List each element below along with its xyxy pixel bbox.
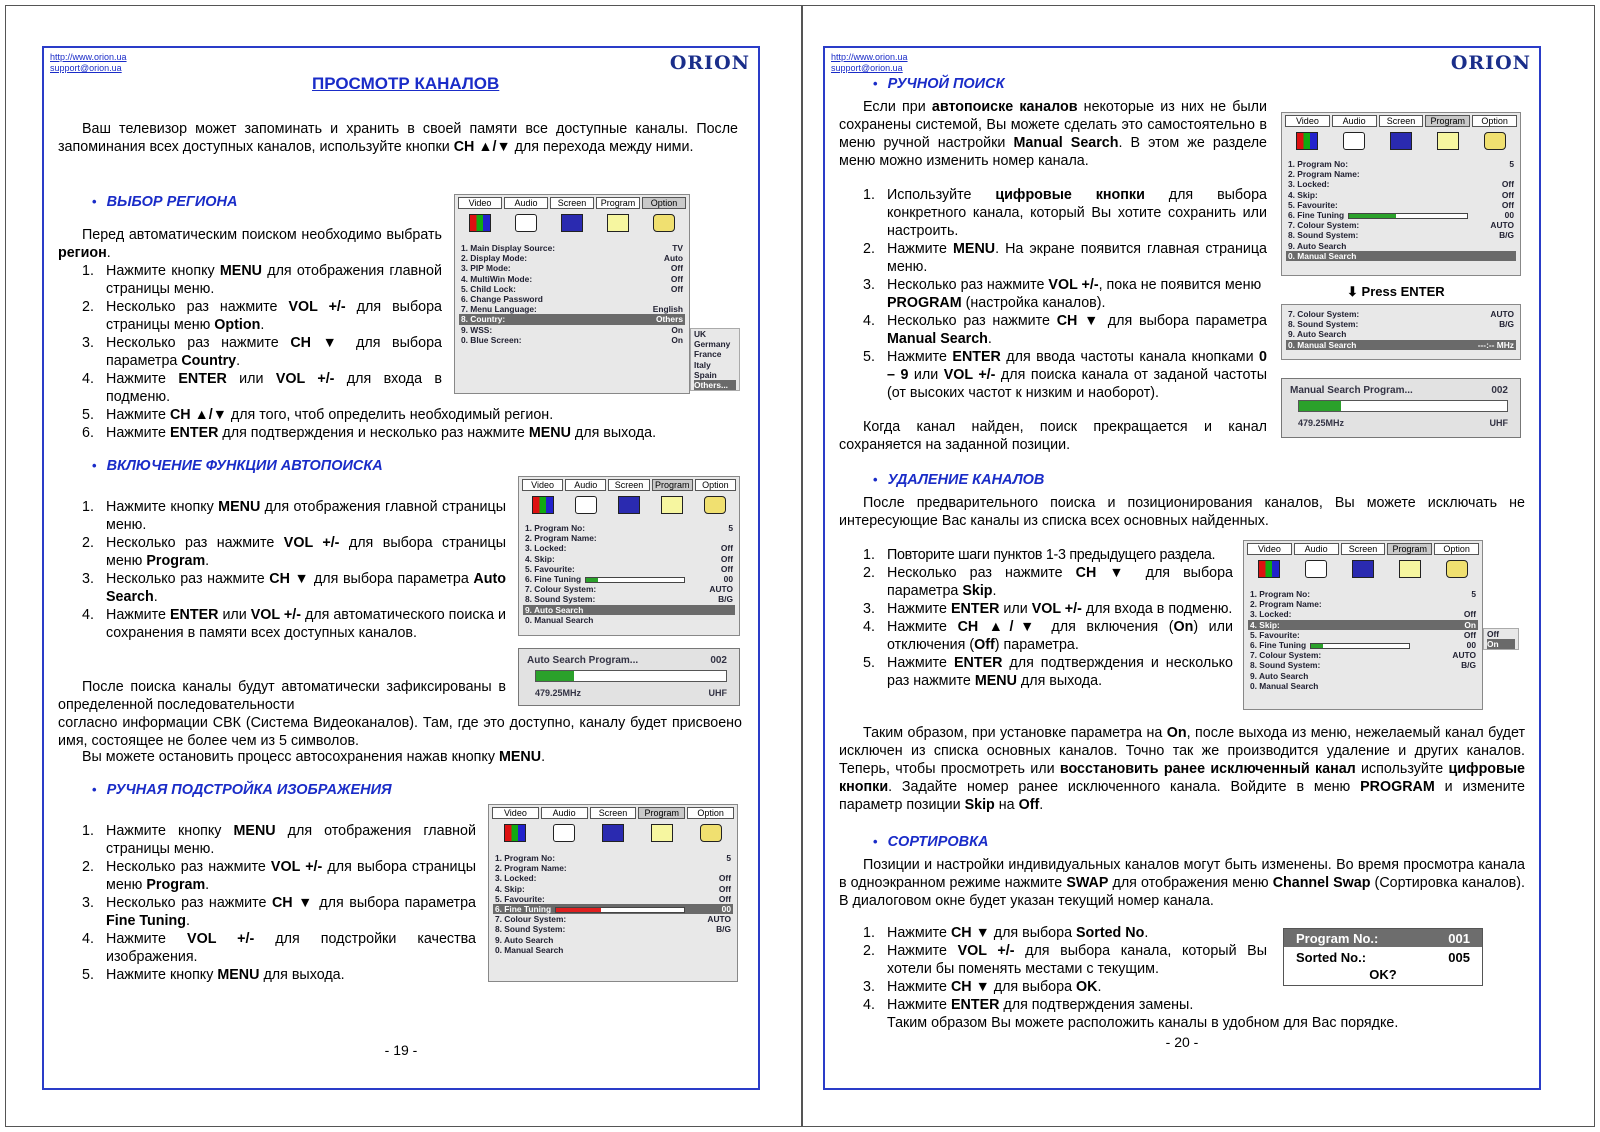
tab-audio: Audio (1332, 115, 1377, 127)
video-icon (492, 822, 539, 844)
menu-row: 8. Sound System: B/G (525, 594, 733, 605)
sorting-final: Таким образом Вы можете расположить каналы в удобном для Вас порядке. (887, 1015, 1399, 1031)
sorting-lead: Позиции и настройки индивидуальных каналов могут быть изменены. Во время просмотра канала в одноэкранном режиме нажмите SWAP для отображения меню Channel Swap (Сортировка каналов). В диалоговом окне будет указан текущий номер канала. (839, 857, 1525, 909)
program-icon (596, 212, 640, 234)
video-icon (1285, 130, 1330, 152)
menu-row: 7. Colour System: AUTO (1250, 650, 1476, 661)
menu-row: 8. Sound System: B/G (495, 924, 731, 935)
program-no-value: 001 (1448, 931, 1470, 946)
audio-icon (1294, 558, 1339, 580)
orion-logo: ORION (1450, 52, 1531, 74)
progress-label: Manual Search Program... (1290, 385, 1413, 396)
tab-option: Option (695, 479, 736, 491)
tab-audio: Audio (1294, 543, 1339, 555)
progress-number: 002 (1491, 385, 1508, 396)
section-heading-delete: • УДАЛЕНИЕ КАНАЛОВ (873, 472, 1045, 488)
program-no-label: Program No.: (1296, 931, 1379, 946)
tab-screen: Screen (590, 807, 637, 819)
menu-row: 4. Skip: Off (495, 883, 731, 894)
menu-row: 5. Favourite: Off (525, 563, 733, 574)
screen-icon (608, 494, 649, 516)
list-item: 1. Нажмите кнопку MENU для отображения главной страницы меню. (82, 499, 506, 533)
menu-row: 7. Colour System: AUTO (1288, 309, 1514, 319)
program-rows (1282, 155, 1520, 263)
menu-row: 4. MultiWin Mode: Off (461, 273, 683, 284)
country-item: Germany (694, 339, 731, 350)
screen-icon (590, 822, 637, 844)
menu-row-selected: 0. Manual Search (1286, 251, 1516, 261)
list-item: 3. Несколько раз нажмите CH ▼ для выбора параметра Fine Tuning. (82, 895, 476, 929)
menu-row: 6. Change Password (461, 294, 543, 305)
video-icon (1247, 558, 1292, 580)
menu-row: 9. Auto Search (495, 934, 554, 945)
tab-screen: Screen (1379, 115, 1424, 127)
program-icon (638, 822, 685, 844)
tab-screen: Screen (608, 479, 649, 491)
list-item: 4. Нажмите ENTER для подтверждения замены. (863, 997, 1194, 1013)
support-email-link[interactable]: support@orion.ua (831, 63, 903, 73)
page-frame-right (823, 46, 1541, 1090)
menu-row: 6. Fine Tuning 00 (1288, 210, 1514, 221)
autosearch-steps (82, 498, 506, 642)
list-item: 3. Нажмите CH ▼ для выбора OK. (863, 979, 1102, 995)
progress-bar (535, 670, 727, 682)
menu-row: 2. Program Name: (525, 533, 597, 544)
page-number: - 19 - (384, 1042, 418, 1058)
menu-row: 6. Fine Tuning 00 (1250, 640, 1476, 651)
list-item: 2. Несколько раз нажмите VOL +/- для выбора страницы меню Program. (82, 859, 476, 893)
menu-row: 0. Manual Search (1250, 680, 1319, 691)
progress-bar (1298, 400, 1508, 412)
list-item: 4. Нажмите ENTER или VOL +/- для автоматического поиска и сохранения в памяти всех доступных каналов. (82, 607, 506, 641)
tv-menu-option (454, 194, 690, 394)
list-item: 4. Нажмите CH ▲/▼ для включения (On) или отключения (Off) параметра. (863, 619, 1233, 653)
menu-row-selected: 6. Fine Tuning 00 (495, 904, 731, 915)
menu-row: 7. Colour System: AUTO (1288, 220, 1514, 231)
tab-program: Program (1387, 543, 1432, 555)
page-right (802, 5, 1595, 1127)
region-steps (82, 262, 442, 406)
tv-menu-program-auto (518, 476, 740, 636)
menu-row-selected: 4. Skip: On (1250, 619, 1476, 630)
menu-row: 1. Program No: 5 (525, 523, 733, 533)
menu-row: 5. Child Lock: Off (461, 283, 683, 294)
menu-row: 1. Program No: 5 (1250, 589, 1476, 599)
tab-option: Option (687, 807, 734, 819)
tv-menu-program-skip (1243, 540, 1483, 710)
fine-tuning-bar (1310, 643, 1410, 649)
menu-row: 0. Manual Search (525, 614, 594, 625)
list-item: 3. Несколько раз нажмите VOL +/-, пока не появится меню PROGRAM (настройка каналов). (863, 277, 1262, 311)
tab-audio: Audio (504, 197, 548, 209)
menu-row: 2. Display Mode: Auto (461, 253, 683, 264)
program-rows (1244, 583, 1482, 693)
list-item: 1. Повторите шаги пунктов 1-3 предыдущего раздела. (863, 547, 1216, 563)
list-item: 5. Нажмите CH ▲/▼ для того, чтоб определить необходимый регион. (82, 407, 554, 423)
list-item: 2. Несколько раз нажмите VOL +/- для выбора страницы меню Option. (82, 299, 442, 333)
option-icon (1472, 130, 1517, 152)
menu-row: 1. Main Display Source: TV (461, 243, 683, 253)
tab-audio: Audio (565, 479, 606, 491)
tab-video: Video (1285, 115, 1330, 127)
menu-row: 1. Program No: 5 (495, 853, 731, 863)
menu-row: 3. Locked: Off (525, 543, 733, 554)
country-item: UK (694, 329, 707, 339)
menu-row: 9. Auto Search (1250, 670, 1309, 681)
list-item: 4. Нажмите VOL +/- для подстройки качества изображения. (82, 931, 477, 965)
page-title: ПРОСМОТР КАНАЛОВ (312, 74, 500, 93)
menu-row: 3. Locked: Off (1288, 179, 1514, 190)
menu-row: 8. Sound System: B/G (1250, 660, 1476, 671)
region-steps-cont (82, 406, 742, 442)
menu-row: 9. WSS: On (461, 324, 683, 335)
section-heading-region: • ВЫБОР РЕГИОНА (92, 194, 238, 210)
progress-band: UHF (708, 688, 727, 698)
program-icon (1387, 558, 1432, 580)
menu-row: 5. Favourite: Off (1250, 629, 1476, 640)
tab-program: Program (638, 807, 685, 819)
support-email-link[interactable]: support@orion.ua (50, 63, 122, 73)
tab-program: Program (1425, 115, 1470, 127)
autosearch-after: После поиска каналы будут автоматически зафиксированы в определенной последовательности (58, 679, 506, 713)
menu-row: 6. Fine Tuning 00 (525, 574, 733, 585)
ok-button[interactable]: OK? (1369, 967, 1397, 982)
list-item: 5. Нажмите ENTER для ввода частоты канала кнопками 0 – 9 или VOL +/- для поиска канала от заданой частоты (от высоких частот к низким и наоборот). (863, 349, 1268, 401)
delete-after: Таким образом, при установке параметра на On, после выхода из меню, нежелаемый канал будет исключен из списка основных каналов. Точно так же производится удаление и других каналов. Теперь, чтобы просмотреть или восстановить ранее исключенный канал используйте цифровые кнопки. Задайте номер ранее исключенного канала. Войдите в меню PROGRAM и измените параметр позиции Skip на Off. (839, 725, 1525, 813)
autosearch-stop: Вы можете остановить процесс автосохранения нажав кнопку MENU. (82, 749, 546, 765)
fine-tuning-bar (585, 577, 685, 583)
menu-row: 0. Blue Screen: On (461, 334, 683, 345)
menu-row: 4. Skip: Off (1288, 189, 1514, 200)
menu-row: 0. Manual Search (495, 944, 564, 955)
country-item: France (694, 349, 722, 360)
sorted-no-value[interactable]: 005 (1448, 950, 1470, 965)
country-item: Spain (694, 369, 717, 380)
program-rows (489, 847, 737, 957)
list-item: 1. Нажмите кнопку MENU для отображения главной страницы меню. (82, 263, 442, 297)
list-item: 4. Несколько раз нажмите CH ▼ для выбора параметра Manual Search. (863, 313, 1267, 347)
tv-menu-program-manual (1281, 112, 1521, 276)
audio-icon (504, 212, 548, 234)
sorted-no-label: Sorted No.: (1296, 950, 1367, 965)
site-link[interactable]: http://www.orion.ua (831, 52, 908, 62)
menu-row: 1. Program No: 5 (1288, 159, 1514, 169)
arrow-down-icon: ⬇ (1347, 284, 1358, 299)
menu-row: 7. Menu Language: English (461, 304, 683, 315)
list-item: 1. Нажмите кнопку MENU для отображения главной страницы меню. (82, 823, 476, 857)
channel-swap-dialog (1283, 928, 1483, 986)
press-enter-hint: ⬇ Press ENTER (1347, 284, 1445, 299)
tab-video: Video (458, 197, 502, 209)
delete-lead: После предварительного поиска и позиционирования каналов, Вы можете исключать не интересующие Вас каналы из списка всех основных найденных. (839, 495, 1525, 529)
tab-option: Option (642, 197, 686, 209)
menu-row: 7. Colour System: AUTO (495, 914, 731, 925)
section-heading-manual: • РУЧНОЙ ПОИСК (873, 76, 1005, 92)
header-links (50, 52, 127, 74)
menu-row: 3. PIP Mode: Off (461, 263, 683, 274)
list-item: 5. Нажмите ENTER для подтверждения и несколько раз нажмите MENU для выхода. (863, 655, 1234, 689)
menu-row: 4. Skip: Off (525, 553, 733, 564)
page-left (5, 5, 802, 1127)
progress-frequency: 479.25MHz (1298, 418, 1345, 428)
tab-option: Option (1434, 543, 1479, 555)
option-rows (455, 237, 689, 347)
progress-band: UHF (1489, 418, 1508, 428)
video-icon (458, 212, 502, 234)
list-item: 2. Несколько раз нажмите CH ▼ для выбора параметра Skip. (863, 565, 1233, 599)
option-icon (1434, 558, 1479, 580)
tab-audio: Audio (541, 807, 588, 819)
option-icon (687, 822, 734, 844)
autosearch-after-full: согласно информации СВК (Система Видеоканалов). Там, где это доступно, каналу будет присвоено имя, состоящее не более чем из 5 символов. (58, 715, 742, 749)
menu-row-selected: 9. Auto Search (523, 605, 735, 615)
progress-number: 002 (710, 655, 727, 666)
list-item: 5. Нажмите кнопку MENU для выхода. (82, 967, 345, 983)
country-submenu (690, 328, 740, 391)
finetuning-steps (82, 822, 476, 984)
list-item: 2. Нажмите VOL +/- для выбора канала, который Вы хотели бы поменять местами с текущим. (863, 943, 1267, 977)
program-icon (1425, 130, 1470, 152)
section-heading-finetuning: • РУЧНАЯ ПОДСТРОЙКА ИЗОБРАЖЕНИЯ (92, 782, 392, 798)
program-rows (519, 519, 739, 627)
skip-option-selected: On (1487, 639, 1515, 649)
list-item: 1. Используйте цифровые кнопки для выбора конкретного канала, который Вы хотите сохранить или настроить. (863, 187, 1267, 239)
audio-icon (541, 822, 588, 844)
menu-row: 9. Auto Search (1288, 240, 1347, 251)
screen-icon (550, 212, 594, 234)
progress-label: Auto Search Program... (527, 655, 639, 666)
fine-tuning-bar (555, 907, 685, 913)
manual-steps (863, 186, 1267, 402)
list-item: 6. Нажмите ENTER для подтверждения и несколько раз нажмите MENU для выхода. (82, 425, 657, 441)
list-item: 4. Нажмите ENTER или VOL +/- для входа в подменю. (82, 371, 443, 405)
tab-video: Video (492, 807, 539, 819)
menu-row-selected: 0. Manual Search ---:-- MHz (1288, 339, 1514, 350)
screen-icon (1379, 130, 1424, 152)
orion-logo: ORION (669, 52, 750, 74)
progress-frequency: 479.25MHz (535, 688, 582, 698)
page-frame-left (42, 46, 760, 1090)
manual-after: Когда канал найден, поиск прекращается и канал сохраняется на заданной позиции. (839, 419, 1267, 453)
list-item: 3. Несколько раз нажмите CH ▼ для выбора параметра Auto Search. (82, 571, 506, 605)
sorting-steps (863, 924, 1267, 1014)
tab-screen: Screen (550, 197, 594, 209)
tab-video: Video (1247, 543, 1292, 555)
video-icon (522, 494, 563, 516)
skip-option: Off (1487, 629, 1500, 639)
program-rows-tail (1282, 305, 1520, 352)
list-item: 3. Нажмите ENTER или VOL +/- для входа в подменю. (863, 601, 1233, 617)
manual-search-progress (1281, 378, 1521, 438)
menu-row: 3. Locked: Off (495, 873, 731, 884)
audio-icon (565, 494, 606, 516)
list-item: 2. Нажмите MENU. На экране появится главная страница меню. (863, 241, 1268, 275)
header-links (831, 52, 908, 74)
section-heading-autosearch: • ВКЛЮЧЕНИЕ ФУНКЦИИ АВТОПОИСКА (92, 458, 383, 474)
intro-paragraph: Ваш телевизор может запоминать и хранить в своей памяти все доступные каналы. После запоминания всех доступных каналов, используйте кнопки CH ▲/▼ для перехода между ними. (58, 121, 738, 155)
manual-lead: Если при автопоиске каналов некоторые из них не были сохранены системой, Вы можете сделать это самостоятельно в меню ручной настройки Manual Search. В этом же разделе меню можно изменить номер канала. (839, 99, 1267, 169)
option-icon (642, 212, 686, 234)
menu-row: 7. Colour System: AUTO (525, 584, 733, 595)
menu-row: 5. Favourite: Off (495, 893, 731, 904)
tab-option: Option (1472, 115, 1517, 127)
menu-row: 8. Sound System: B/G (1288, 319, 1514, 330)
tab-program: Program (652, 479, 693, 491)
country-item: Italy (694, 359, 711, 370)
menu-row-selected: 8. Country: Others (461, 314, 683, 325)
menu-row: 5. Favourite: Off (1288, 199, 1514, 210)
site-link[interactable]: http://www.orion.ua (50, 52, 127, 62)
option-icon (695, 494, 736, 516)
menu-row: 2. Program Name: (495, 863, 567, 874)
list-item: 2. Несколько раз нажмите VOL +/- для выбора страницы меню Program. (82, 535, 507, 569)
skip-submenu (1483, 628, 1519, 650)
audio-icon (1332, 130, 1377, 152)
tv-menu-program-fine (488, 804, 738, 982)
region-lead: Перед автоматическим поиском необходимо выбрать регион. (58, 227, 442, 261)
menu-row: 8. Sound System: B/G (1288, 230, 1514, 241)
section-heading-sorting: • СОРТИРОВКА (873, 834, 989, 850)
menu-row: 3. Locked: Off (1250, 609, 1476, 620)
page-number: - 20 - (1165, 1034, 1199, 1050)
program-icon (652, 494, 693, 516)
tab-screen: Screen (1341, 543, 1386, 555)
fine-tuning-bar (1348, 213, 1468, 219)
menu-row: 2. Program Name: (1288, 169, 1360, 180)
tab-video: Video (522, 479, 563, 491)
auto-search-progress (518, 648, 740, 706)
list-item: 3. Несколько раз нажмите CH ▼ для выбора параметра Country. (82, 335, 442, 369)
menu-row: 2. Program Name: (1250, 599, 1322, 610)
tab-program: Program (596, 197, 640, 209)
delete-steps (863, 546, 1233, 690)
country-item-selected: Others... (694, 380, 736, 390)
tv-menu-manual-entry (1281, 304, 1521, 360)
screen-icon (1341, 558, 1386, 580)
list-item: 1. Нажмите CH ▼ для выбора Sorted No. (863, 925, 1149, 941)
menu-row: 9. Auto Search (1288, 329, 1347, 340)
